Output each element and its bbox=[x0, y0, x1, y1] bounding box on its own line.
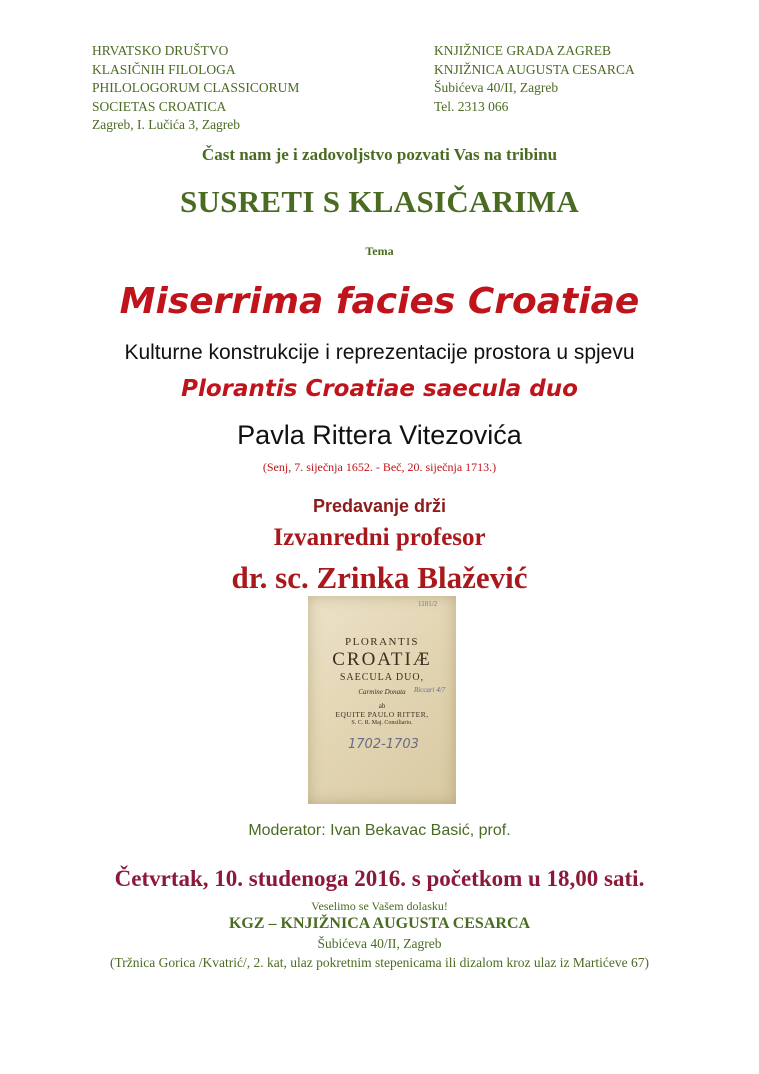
book-cover-image bbox=[308, 596, 456, 804]
book-author-line: EQUITE PAULO RITTER, bbox=[335, 710, 429, 719]
author-dates: (Senj, 7. siječnja 1652. - Beč, 20. siječnja 1713.) bbox=[262, 460, 497, 474]
organizer-left-line: PHILOLOGORUM CLASSICORUM bbox=[92, 80, 300, 95]
lecturer-rank: Izvanredni profesor bbox=[273, 524, 486, 551]
venue-address: Šubićeva 40/II, Zagreb bbox=[317, 936, 442, 951]
main-title: Miserrima facies Croatiae bbox=[119, 281, 640, 322]
event-datetime-period: . bbox=[638, 866, 645, 891]
book-title-line: CROATIÆ bbox=[332, 649, 432, 670]
book-corner-mark: 1101/2 bbox=[418, 600, 438, 608]
venue-name: KGZ – KNJIŽNICA AUGUSTA CESARCA bbox=[228, 915, 531, 932]
organizer-left-address: Zagreb, I. Lučića 3, Zagreb bbox=[92, 117, 241, 132]
event-datetime-text: Četvrtak, 10. studenoga 2016. s početkom u 18,00 sati bbox=[114, 866, 639, 891]
organizer-right-address: Šubićeva 40/II, Zagreb bbox=[434, 80, 559, 95]
subtitle-line-2: Plorantis Croatiae saecula duo bbox=[181, 376, 578, 402]
theme-label: Tema bbox=[365, 244, 394, 258]
organizer-left-line: SOCIETAS CROATICA bbox=[92, 98, 227, 114]
moderator-text: Moderator: Ivan Bekavac Basić, prof. bbox=[248, 822, 511, 839]
book-author-title: S. C. R. Maj. Consiliario. bbox=[351, 720, 413, 726]
lecture-label: Predavanje drži bbox=[312, 496, 447, 516]
organizer-left-line: HRVATSKO DRUŠTVO bbox=[92, 43, 229, 58]
book-handwritten-year: 1702-1703 bbox=[348, 737, 419, 752]
organizer-right-line: KNJIŽNICA AUGUSTA CESARCA bbox=[434, 61, 635, 77]
lecturer-name: dr. sc. Zrinka Blažević bbox=[231, 560, 528, 595]
invitation-text: Čast nam je i zadovoljstvo pozvati Vas na tribinu bbox=[201, 145, 558, 164]
book-subtitle-line: Carmine Donata bbox=[358, 688, 406, 696]
organizer-left-block bbox=[92, 42, 299, 135]
book-handwritten-note: Biccari 4/7 bbox=[414, 686, 446, 694]
venue-directions: (Tržnica Gorica /Kvatrić/, 2. kat, ulaz pokretnim stepenicama ili dizalom kroz ulaz iz Martićeve 67) bbox=[110, 955, 649, 970]
organizer-left-line: KLASIČNIH FILOLOGA bbox=[92, 61, 236, 77]
welcome-text: Veselimo se Vašem dolasku! bbox=[311, 899, 448, 913]
book-title-line: PLORANTIS bbox=[344, 636, 419, 648]
organizer-right-block bbox=[434, 42, 635, 116]
organizer-right-line: KNJIŽNICE GRADA ZAGREB bbox=[434, 43, 611, 58]
organizer-right-phone: Tel. 2313 066 bbox=[434, 98, 509, 114]
book-subtitle-line: ab bbox=[378, 702, 386, 710]
book-title-line: SAECULA DUO, bbox=[339, 672, 425, 683]
event-datetime bbox=[0, 866, 759, 892]
subtitle-line-3: Pavla Rittera Vitezovića bbox=[237, 420, 522, 450]
subtitle-line-1: Kulturne konstrukcije i reprezentacije prostora u spjevu bbox=[124, 341, 635, 364]
event-title: SUSRETI S KLASIČARIMA bbox=[179, 184, 580, 219]
